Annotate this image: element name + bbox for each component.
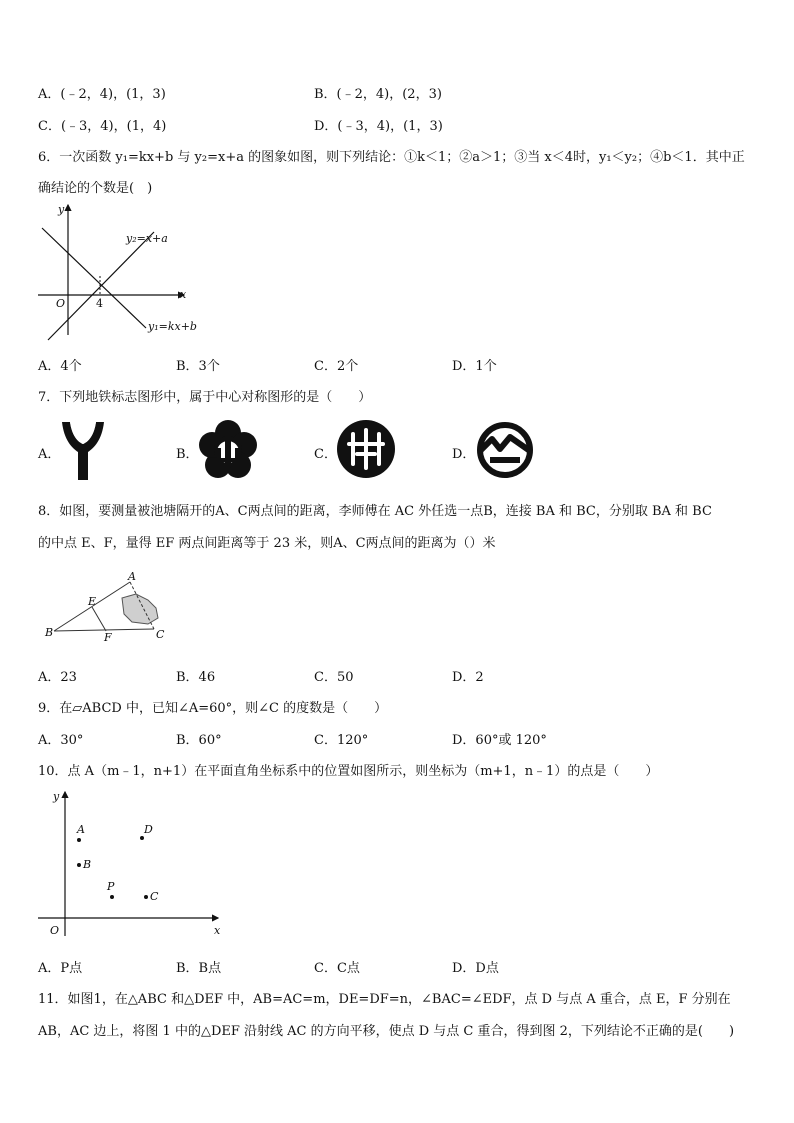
q10-x-label: x <box>214 924 221 937</box>
q6-origin-label: O <box>56 297 66 310</box>
q7-option-c-label: C． <box>314 447 337 462</box>
q10-option-d: D．D点 <box>452 961 499 976</box>
q7-stem: 7．下列地铁标志图形中，属于中心对称图形的是（ ） <box>38 390 372 405</box>
q8-option-d: D．2 <box>452 670 484 685</box>
q10-label-p: P <box>107 880 115 893</box>
q10-stem: 10．点 A（m﹣1，n+1）在平面直角坐标系中的位置如图所示，则坐标为（m+1，n﹣1）的点是（ ） <box>38 764 659 779</box>
q10-point-c <box>144 895 148 899</box>
q9-stem: 9．在▱ABCD 中，已知∠A=60°，则∠C 的度数是（ ） <box>38 701 388 716</box>
q7-logo-c-icon <box>337 420 395 478</box>
q5-option-d: D．(﹣3，4)，(1，3) <box>314 119 443 134</box>
q10-origin-label: O <box>50 924 60 937</box>
q6-stem-line2: 确结论的个数是( ) <box>38 181 153 196</box>
q6-figure <box>34 200 204 340</box>
q10-label-a: A <box>77 823 85 836</box>
q7-option-d-label: D． <box>452 447 476 462</box>
q10-label-d: D <box>144 823 153 836</box>
q8-option-c: C．50 <box>314 670 354 685</box>
q6-stem-line1: 6．一次函数 y₁=kx+b 与 y₂=x+a 的图象如图，则下列结论：①k＜1；②a＞1；③当 x＜4时，y₁＜y₂；④b＜1．其中正 <box>38 150 745 165</box>
q10-point-b <box>77 863 81 867</box>
q6-option-a: A．4个 <box>38 359 82 374</box>
q10-point-a <box>77 838 81 842</box>
q6-four-label: 4 <box>96 297 103 310</box>
q6-option-b: B．3个 <box>176 359 220 374</box>
q11-stem-line2: AB，AC 边上，将图 1 中的△DEF 沿射线 AC 的方向平移，使点 D 与点 C 重合，得到图 2，下列结论不正确的是( ) <box>38 1024 735 1039</box>
q10-option-b: B．B点 <box>176 961 222 976</box>
q7-option-b-label: B． <box>176 447 199 462</box>
q6-line-y2 <box>48 232 154 340</box>
q9-option-b: B．60° <box>176 733 222 748</box>
q10-option-c: C．C点 <box>314 961 360 976</box>
q7-option-a-label: A． <box>38 447 61 462</box>
q9-option-d: D．60°或 120° <box>452 733 547 748</box>
q6-y-label: y <box>58 203 65 216</box>
q10-figure <box>36 786 236 944</box>
q10-label-c: C <box>150 890 159 903</box>
q8-label-a: A <box>128 570 136 583</box>
q8-label-b: B <box>45 626 54 639</box>
q6-y2-label: y₂=x+a <box>126 232 168 245</box>
q6-option-d: D．1个 <box>452 359 497 374</box>
q5-option-b: B．(﹣2，4)，(2，3) <box>314 87 442 102</box>
q8-stem-line1: 8．如图，要测量被池塘隔开的A、C两点间的距离，李师傅在 AC 外任选一点B，连接 BA 和 BC，分别取 BA 和 BC <box>38 504 712 519</box>
q10-label-b: B <box>83 858 92 871</box>
q5-option-c: C．(﹣3，4)，(1，4) <box>38 119 167 134</box>
q11-stem-line1: 11．如图1，在△ABC 和△DEF 中，AB=AC=m，DE=DF=n，∠BAC=∠EDF，点 D 与点 A 重合，点 E，F 分别在 <box>38 992 731 1007</box>
q8-label-e: E <box>88 595 97 608</box>
q8-option-a: A．23 <box>38 670 77 685</box>
q8-label-f: F <box>104 631 112 644</box>
q8-option-b: B．46 <box>176 670 216 685</box>
q5-option-a: A．(﹣2，4)，(1，3) <box>38 87 166 102</box>
q8-stem-line2: 的中点 E、F，量得 EF 两点间距离等于 23 米，则A、C两点间的距离为（）米 <box>38 536 496 551</box>
q10-option-a: A．P点 <box>38 961 83 976</box>
q7-logo-d-icon <box>476 421 534 479</box>
q10-y-label: y <box>53 790 60 803</box>
q6-y1-label: y₁=kx+b <box>148 320 197 333</box>
q7-logo-b-icon <box>198 420 258 480</box>
q8-figure <box>44 570 174 644</box>
q6-x-label: x <box>180 288 187 301</box>
q9-option-c: C．120° <box>314 733 369 748</box>
q6-option-c: C．2个 <box>314 359 359 374</box>
q9-option-a: A．30° <box>38 733 84 748</box>
q10-point-d <box>140 836 144 840</box>
q8-label-c: C <box>156 628 165 641</box>
q7-logo-a-icon <box>62 422 104 480</box>
q10-point-p <box>110 895 114 899</box>
